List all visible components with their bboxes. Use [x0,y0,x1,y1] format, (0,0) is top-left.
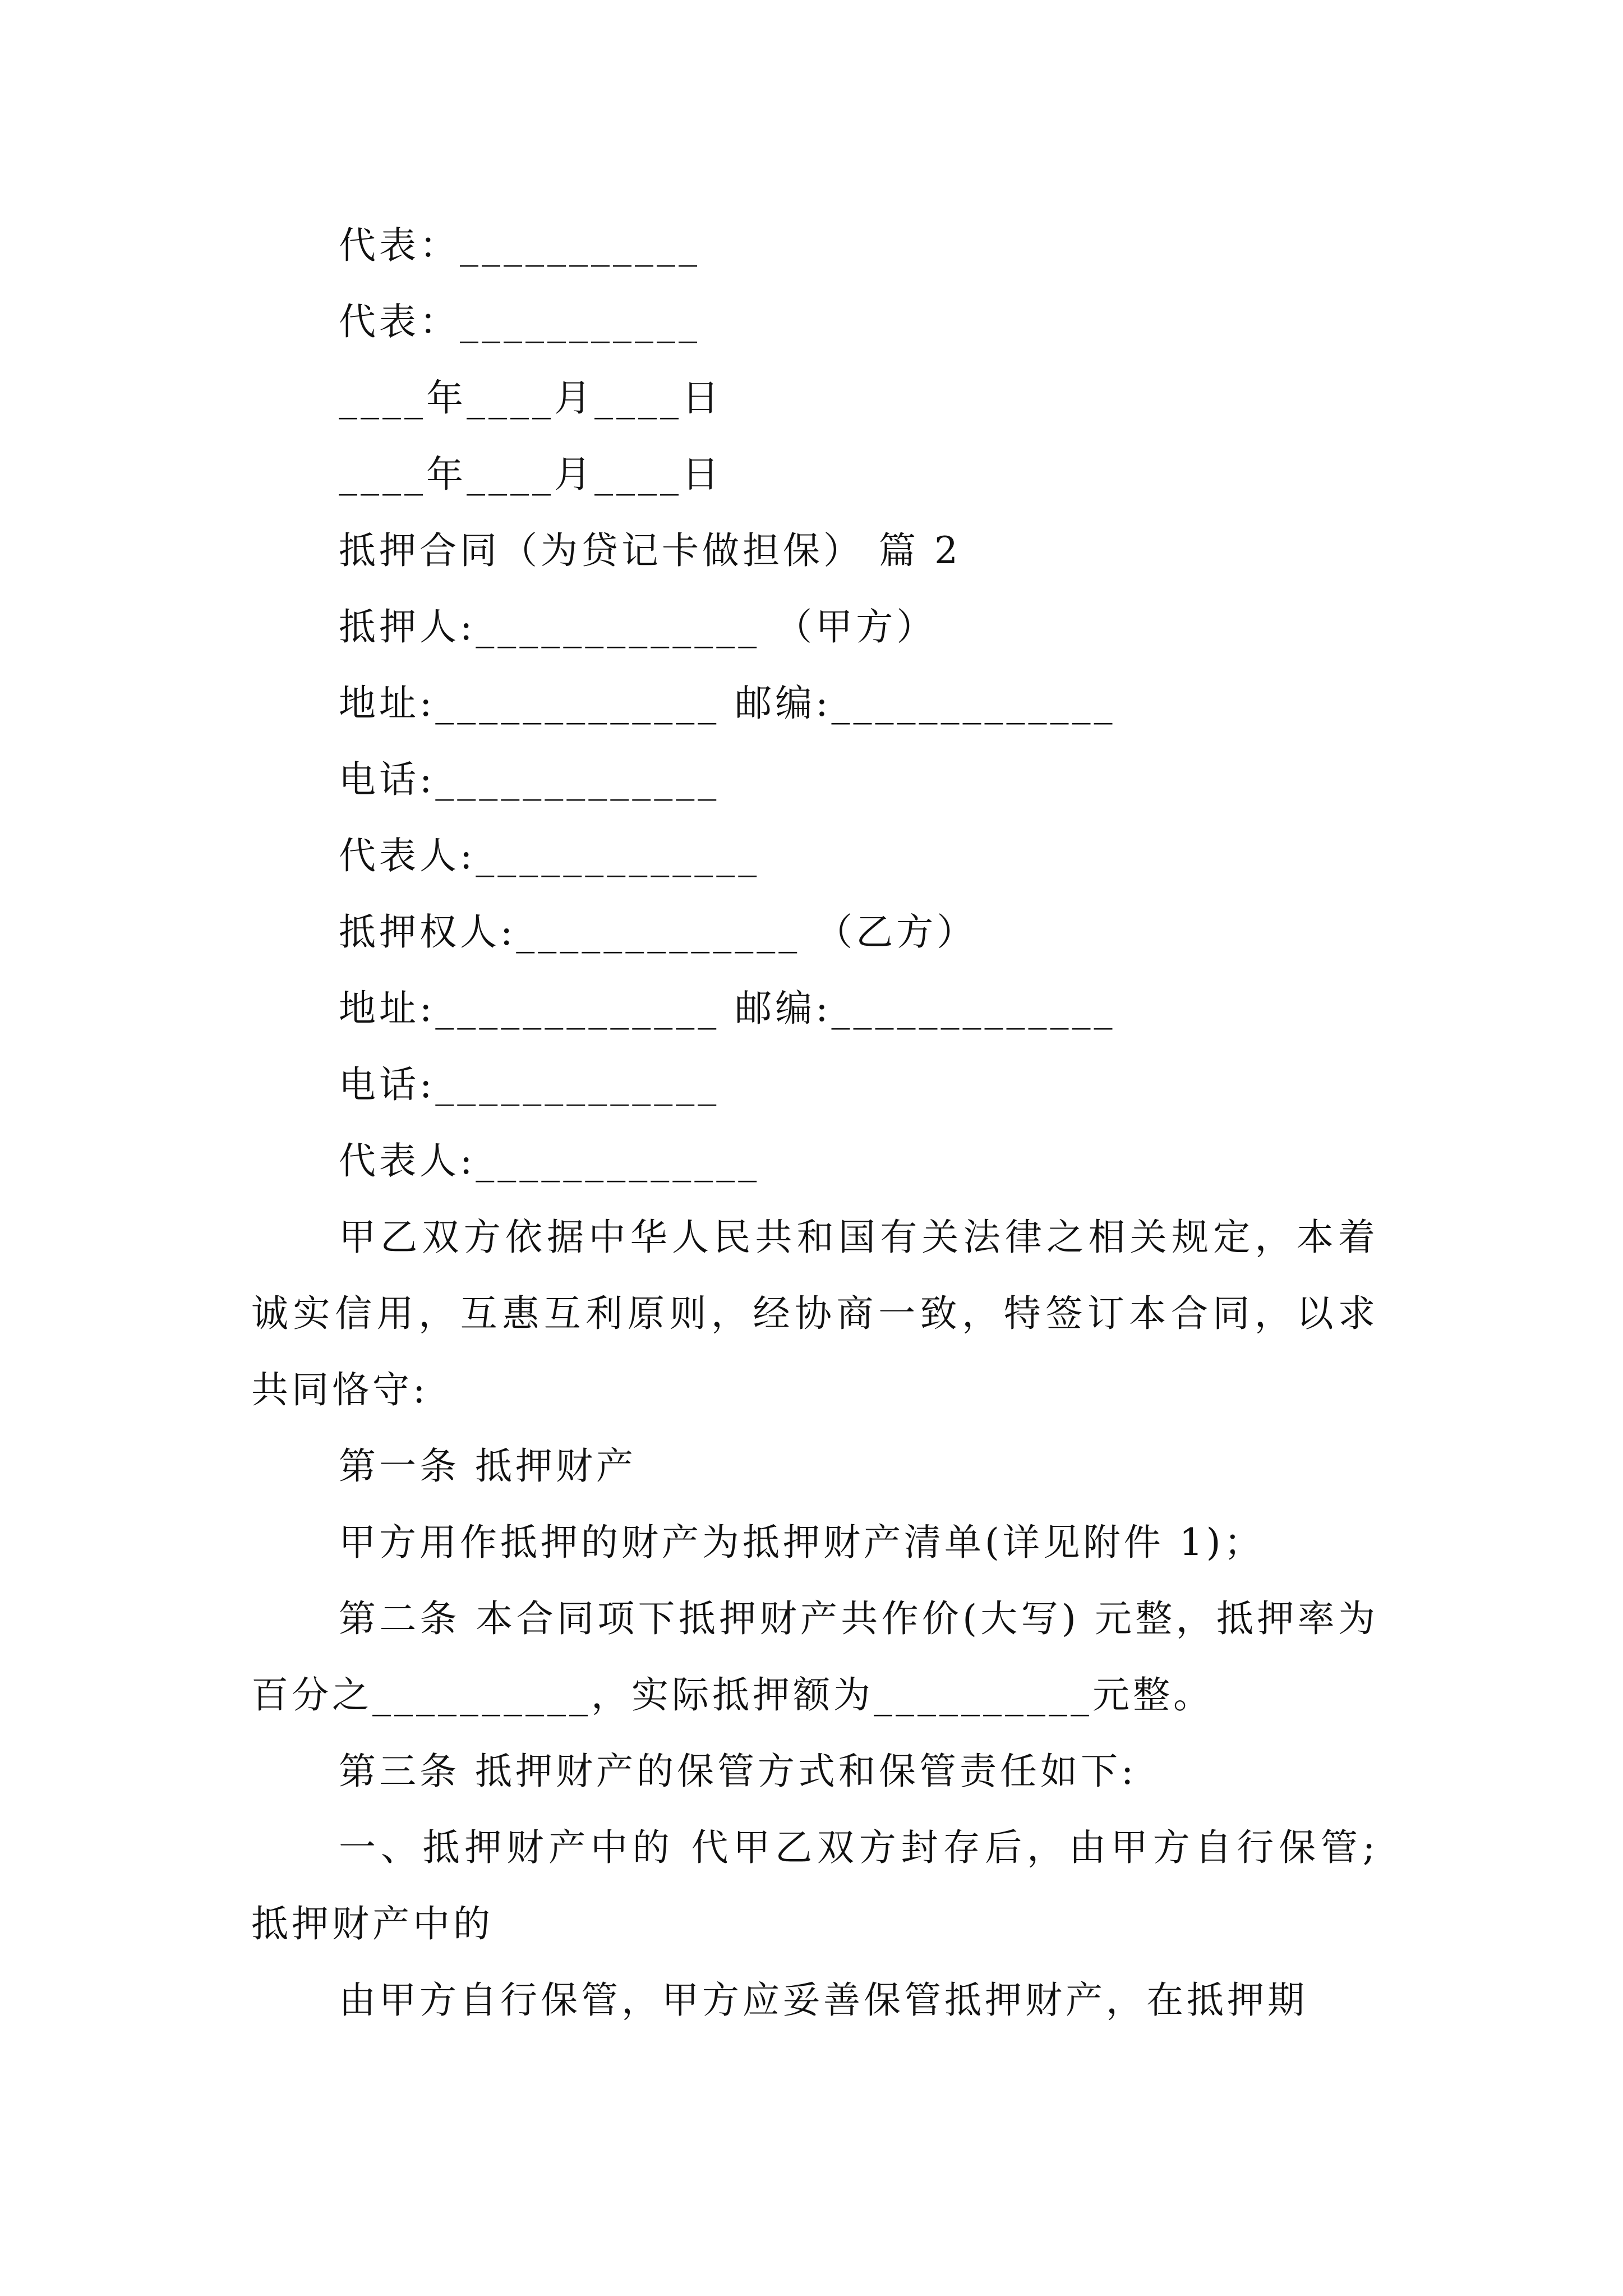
section-title: 抵押合同（为贷记卡做担保） 篇 2 [339,529,961,572]
mortgagee-phone-line: 电话:_____________ [339,1063,720,1106]
preamble-paragraph: 甲乙双方依据中华人民共和国有关法律之相关规定，本着诚实信用，互惠互利原则，经协商一致，特签订本合同，以求共同恪守: [251,1216,1378,1411]
rep-line-2: 代表：___________ [339,300,700,343]
rep-line-1: 代表：___________ [339,224,700,267]
mortgagor-address-line: 地址:_____________ 邮编:_____________ [339,682,1116,725]
article-3-item-1: 一、抵押财产中的 代甲乙双方封存后，由甲方自行保管;抵押财产中的 [251,1826,1378,1945]
mortgagor-representative-line: 代表人:_____________ [339,834,760,877]
document-body [251,208,1378,2039]
mortgagor-phone-line: 电话:_____________ [339,758,720,801]
mortgagee-representative-line: 代表人:_____________ [339,1139,760,1182]
mortgagee-address-line: 地址:_____________ 邮编:_____________ [339,987,1116,1030]
article-3-continuation: 由甲方自行保管，甲方应妥善保管抵押财产，在抵押期 [339,1978,1308,2022]
article-1-body: 甲方用作抵押的财产为抵押财产清单(详见附件 1)； [339,1521,1265,1564]
mortgagor-line: 抵押人:_____________ （甲方） [339,605,937,648]
article-2-paragraph: 第二条 本合同项下抵押财产共作价(大写) 元整，抵押率为百分之__________，实际抵押额为__________元整。 [251,1597,1378,1717]
mortgagee-line: 抵押权人:_____________ （乙方） [339,910,978,954]
article-1-heading: 第一条 抵押财产 [339,1444,637,1488]
date-line-2: ____年____月____日 [339,453,722,496]
article-3-heading: 第三条 抵押财产的保管方式和保管责任如下: [339,1750,1137,1793]
date-line-1: ____年____月____日 [339,376,722,420]
